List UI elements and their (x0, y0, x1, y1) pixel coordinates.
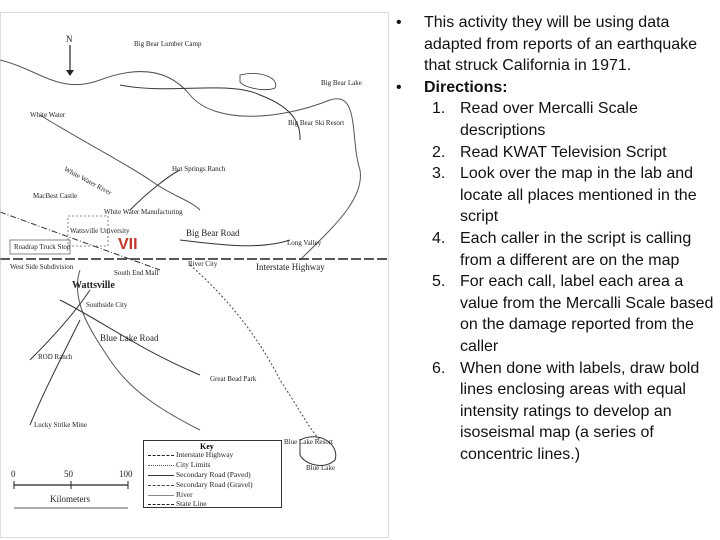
scale-tick-label: 0 (11, 469, 16, 479)
place-great-bead-park: Great Bead Park (210, 375, 257, 383)
place-blue-lake-road: Blue Lake Road (100, 333, 159, 343)
step-item (392, 98, 714, 141)
place-south-end-mall: South End Mall (114, 269, 159, 277)
scale-unit-label: Kilometers (50, 494, 90, 504)
bullet-intro (392, 12, 714, 77)
place-blue-lake: Blue Lake (306, 464, 335, 472)
place-lucky-strike-mine: Lucky Strike Mine (34, 421, 87, 429)
step-item (392, 163, 714, 228)
step-number: 3. (432, 165, 446, 183)
step-text: For each call, label each area a value from the Mercalli Scale based on the damage reported from the caller (460, 273, 714, 355)
north-label: N (66, 34, 73, 44)
place-macbest-castle: MacBest Castle (33, 192, 78, 200)
key-item: River (176, 490, 193, 499)
place-rod-ranch: ROD Ranch (38, 353, 73, 361)
place-west-side-subdivision: West Side Subdivision (10, 263, 74, 271)
intensity-label: VII (118, 236, 138, 253)
directions-panel (392, 12, 714, 465)
place-white-water-river: White Water River (62, 165, 113, 197)
place-big-bear-road: Big Bear Road (186, 228, 240, 238)
road-lucky-strike (30, 320, 80, 425)
place-hot-springs-ranch: Hot Springs Ranch (172, 165, 226, 173)
step-number: 4. (432, 229, 446, 247)
place-roadrap-truck-stop: Roadrap Truck Stop (14, 243, 71, 251)
place-interstate-highway: Interstate Highway (256, 262, 325, 272)
map-key (143, 440, 282, 508)
key-title: Key (200, 442, 214, 451)
key-item: Secondary Road (Paved) (176, 470, 251, 479)
key-item: City Limits (176, 460, 211, 469)
road-to-hot-springs (130, 170, 180, 210)
step-text: Each caller in the script is calling from a different are on the map (460, 229, 692, 269)
bullet-icon: • (396, 78, 402, 96)
step-number: 5. (432, 273, 446, 291)
place-wattsville: Wattsville (72, 280, 115, 291)
key-item: Interstate Highway (176, 450, 234, 459)
place-white-water-manufacturing: White Water Manufacturing (104, 208, 183, 216)
place-river-city: River City (188, 260, 218, 268)
north-arrow-head-icon (66, 70, 74, 76)
bullet-directions (392, 77, 714, 99)
step-item (392, 142, 714, 164)
scale-tick-label: 100 (119, 469, 133, 479)
step-number: 6. (432, 359, 446, 377)
river-south (77, 270, 200, 430)
step-text: When done with labels, draw bold lines enclosing areas with equal intensity ratings to develop an isoseismal map (a series of concentric lines.) (460, 359, 700, 463)
place-wattsville-university: Wattsville University (70, 227, 130, 235)
big-bear-lake-shape (240, 73, 276, 89)
bullet-icon: • (396, 14, 402, 31)
gravel-road (190, 265, 320, 440)
scale-tick-label: 50 (64, 469, 73, 479)
directions-heading: Directions: (424, 78, 508, 96)
big-bear-road (120, 85, 300, 140)
key-item: Secondary Road (Gravel) (176, 480, 253, 489)
step-text: Read over Mercalli Scale descriptions (460, 100, 638, 139)
step-item (392, 271, 714, 357)
place-white-water: White Water (30, 111, 66, 119)
step-text: Look over the map in the lab and locate all places mentioned in the script (460, 165, 697, 226)
river-line (0, 60, 360, 260)
key-item: State Line (176, 499, 207, 508)
step-number: 2. (432, 143, 446, 161)
step-item (392, 358, 714, 466)
place-blue-lake-resort: Blue Lake Resort (284, 438, 333, 446)
road-long-valley (180, 240, 290, 246)
place-big-bear-lumber-camp: Big Bear Lumber Camp (134, 40, 202, 48)
step-number: 1. (432, 100, 446, 118)
place-big-bear-ski-resort: Big Bear Ski Resort (288, 119, 345, 127)
place-southside-city: Southside City (86, 301, 128, 309)
place-big-bear-lake: Big Bear Lake (321, 79, 362, 87)
step-text: Read KWAT Television Script (460, 143, 667, 161)
step-item (392, 228, 714, 271)
place-long-valley: Long Valley (287, 239, 322, 247)
intro-text: This activity they will be using data adapted from reports of an earthquake that struck California in 1971. (424, 14, 698, 75)
